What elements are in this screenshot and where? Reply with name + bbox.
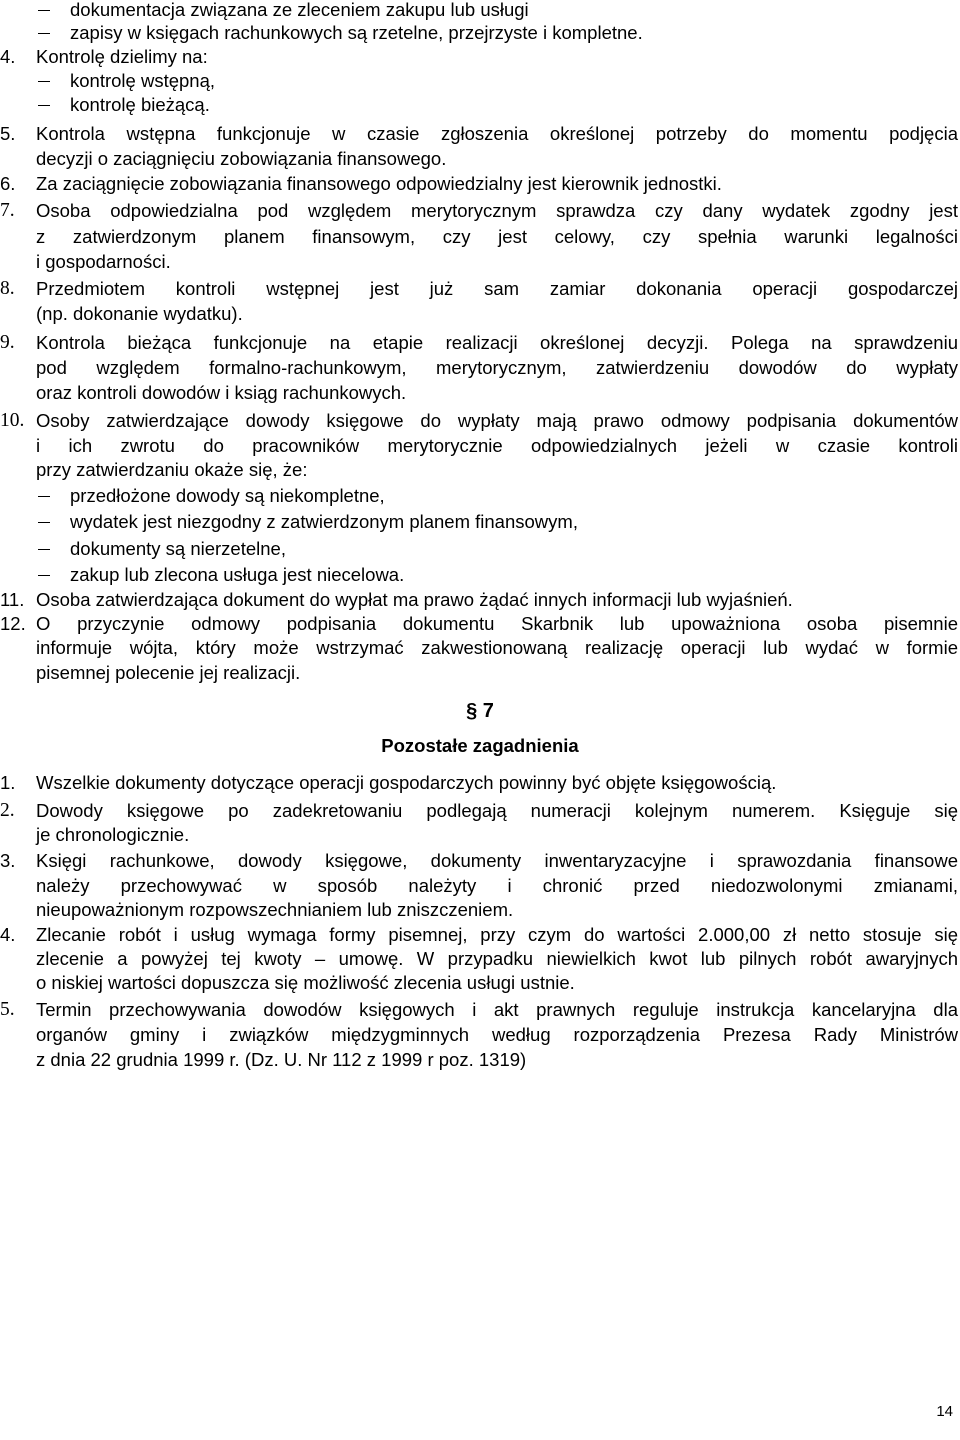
list-item-6: 6. Za zaciągnięcie zobowiązania finansowego odpowiedzialny jest kierownik jednostki. — [0, 173, 722, 194]
paragraph-line: należy przechowywać w sposób należyty i chronić przed niedozwolonymi zmianami, — [36, 875, 958, 896]
list-item: dokumenty są nierzetelne, — [0, 536, 960, 562]
paragraph-line: zlecenie a powyżej tej kwoty – umowę. W przypadku niewielkich kwot lub pilnych robót awaryjnych — [36, 948, 958, 969]
list-item-9: 9. Kontrola bieżąca funkcjonuje na etapie realizacji określonej decyzji. Polega na sprawdzeniu — [0, 332, 958, 353]
dash-bullet-icon — [38, 522, 50, 523]
list-item-10: 10. Osoby zatwierdzające dowody księgowe do wypłaty mają prawo odmowy podpisania dokumentów — [0, 410, 958, 431]
paragraph-line: nieupoważnionym rozpowszechnianiem lub zniszczeniem. — [36, 899, 514, 920]
paragraph-line: pisemnej polecenie jej realizacji. — [36, 662, 301, 683]
list-item-7: 7. Osoba odpowiedzialna pod względem merytorycznym sprawdza czy dany wydatek zgodny jest — [0, 200, 958, 221]
paragraph-line: (np. dokonanie wydatku). — [36, 303, 243, 324]
dash-bullet-icon — [38, 10, 50, 11]
list-item: dokumentacja związana ze zleceniem zakupu lub usługi — [0, 0, 960, 23]
list-item: zakup lub zlecona usługa jest niecelowa. — [0, 562, 960, 588]
list-item: wydatek jest niezgodny z zatwierdzonym planem finansowym, — [0, 509, 960, 535]
page-number: 14 — [936, 1403, 953, 1420]
dash-bullet-icon — [38, 33, 50, 34]
list-item-4: 4. Kontrolę dzielimy na: — [0, 46, 208, 67]
list-item: kontrolę bieżącą. — [0, 92, 960, 118]
list-item: przedłożone dowody są niekompletne, — [0, 483, 960, 509]
section-item-1: 1. Wszelkie dokumenty dotyczące operacji gospodarczych powinny być objęte księgowością. — [0, 772, 777, 793]
section-mark: § 7 — [466, 700, 494, 722]
paragraph-line: i gospodarności. — [36, 251, 171, 272]
list-item: kontrolę wstępną, — [0, 68, 960, 94]
list-item: zapisy w księgach rachunkowych są rzetelne, przejrzyste i kompletne. — [0, 20, 960, 46]
list-item-11: 11. Osoba zatwierdzająca dokument do wypłat ma prawo żądać innych informacji lub wyjaśnień. — [0, 589, 793, 610]
dash-bullet-icon — [38, 81, 50, 82]
paragraph-line: z zatwierdzonym planem finansowym, czy jest celowy, czy spełnia warunki legalności — [36, 226, 958, 247]
paragraph-line: je chronologicznie. — [36, 824, 190, 845]
paragraph-line: oraz kontroli dowodów i ksiąg rachunkowych. — [36, 382, 407, 403]
section-item-2: 2. Dowody księgowe po zadekretowaniu podlegają numeracji kolejnym numerem. Księguje się — [0, 800, 958, 821]
paragraph-line: decyzji o zaciągnięciu zobowiązania finansowego. — [36, 148, 447, 169]
paragraph-line: i ich zwrotu do pracowników merytorycznie odpowiedzialnych jeżeli w czasie kontroli — [36, 435, 958, 456]
paragraph-line: przy zatwierdzaniu okaże się, że: — [36, 459, 308, 480]
dash-bullet-icon — [38, 549, 50, 550]
dash-bullet-icon — [38, 105, 50, 106]
paragraph-line: z dnia 22 grudnia 1999 r. (Dz. U. Nr 112 z 1999 r poz. 1319) — [36, 1049, 527, 1070]
dash-bullet-icon — [38, 496, 50, 497]
paragraph-line: pod względem formalno-rachunkowym, merytorycznym, zatwierdzeniu dowodów do wypłaty — [36, 357, 958, 378]
section-title: Pozostałe zagadnienia — [381, 735, 579, 756]
paragraph-line: organów gminy i związków międzygminnych według rozporządzenia Prezesa Rady Ministrów — [36, 1024, 958, 1045]
list-item-8: 8. Przedmiotem kontroli wstępnej jest już sam zamiar dokonania operacji gospodarczej — [0, 278, 958, 299]
section-item-5: 5. Termin przechowywania dowodów księgowych i akt prawnych reguluje instrukcja kancelaryjna dla — [0, 999, 958, 1020]
list-item-5: 5. Kontrola wstępna funkcjonuje w czasie zgłoszenia określonej potrzeby do momentu podjęcia — [0, 123, 958, 144]
dash-bullet-icon — [38, 575, 50, 576]
list-item-12: 12. O przyczynie odmowy podpisania dokumentu Skarbnik lub upoważniona osoba pisemnie — [0, 613, 958, 634]
paragraph-line: informuje wójta, który może wstrzymać zakwestionowaną realizację operacji lub wydać w formie — [36, 637, 958, 658]
section-item-4: 4. Zlecanie robót i usług wymaga formy pisemnej, przy czym do wartości 2.000,00 zł netto stosuje się — [0, 924, 958, 945]
paragraph-line: o niskiej wartości dopuszcza się możliwość zlecenia usługi ustnie. — [36, 972, 575, 993]
section-item-3: 3. Księgi rachunkowe, dowody księgowe, dokumenty inwentaryzacyjne i sprawozdania finansowe — [0, 850, 958, 871]
